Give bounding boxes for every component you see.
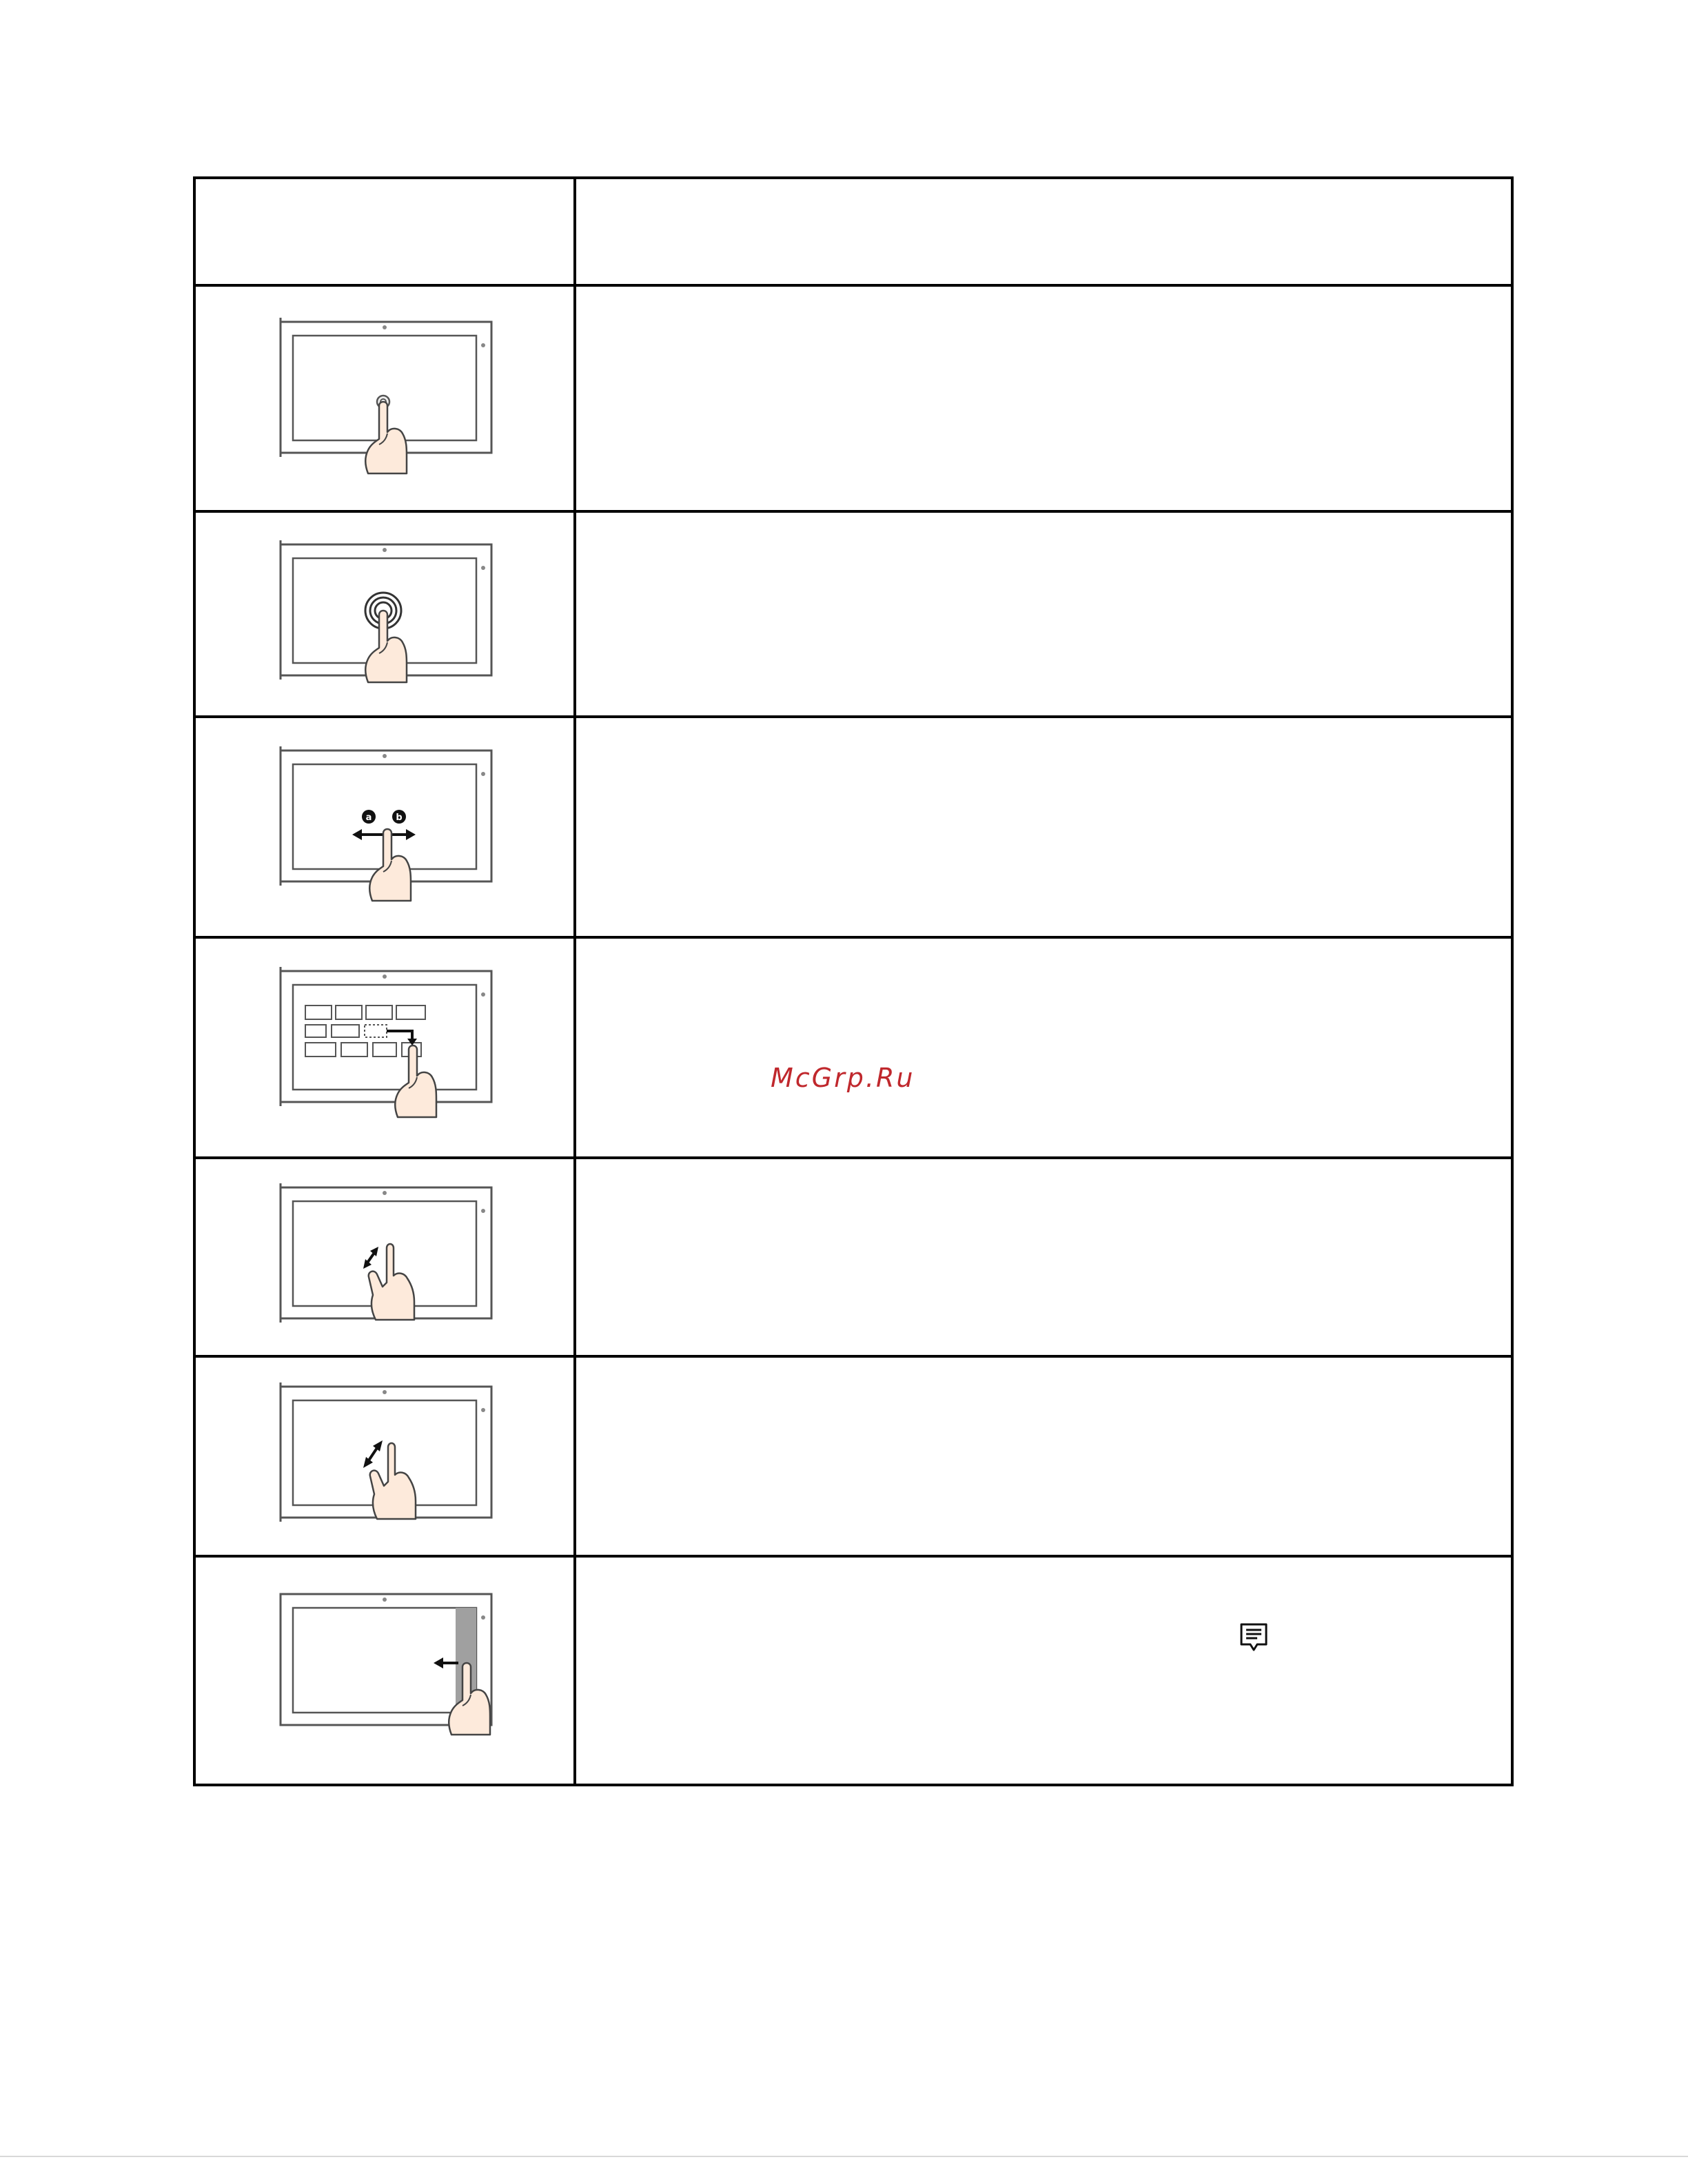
gesture-image-cell	[194, 1356, 575, 1556]
gesture-description	[575, 1556, 1512, 1785]
gesture-description	[575, 717, 1512, 937]
svg-text:a: a	[365, 813, 372, 823]
drag-item-icon	[274, 961, 495, 1134]
gesture-description	[575, 1158, 1512, 1356]
gesture-image-cell	[194, 1158, 575, 1356]
table-row	[194, 717, 1512, 937]
gesture-image-cell	[194, 937, 575, 1158]
table-row	[194, 937, 1512, 1158]
header-image-cell	[194, 178, 575, 285]
pinch-zoom-out-icon	[274, 1178, 495, 1336]
svg-text:b: b	[396, 813, 403, 823]
gesture-description	[575, 285, 1512, 511]
page-footer-rule	[0, 2156, 1688, 2157]
tap-icon	[274, 312, 495, 484]
gesture-image-cell	[194, 717, 575, 937]
table-row	[194, 285, 1512, 511]
action-center-icon	[1239, 1622, 1268, 1654]
spread-zoom-in-icon	[274, 1377, 495, 1535]
header-description-cell	[575, 178, 1512, 285]
swipe-in-from-right-edge-icon	[267, 1584, 502, 1757]
gesture-image-cell	[194, 285, 575, 511]
gesture-description	[575, 1356, 1512, 1556]
touch-gestures-table	[193, 176, 1514, 1786]
table-row	[194, 1356, 1512, 1556]
table-row	[194, 1556, 1512, 1785]
table-row	[194, 511, 1512, 717]
gesture-image-cell	[194, 1556, 575, 1785]
slide-icon	[274, 741, 495, 913]
table-header-row	[194, 178, 1512, 285]
gesture-description	[575, 937, 1512, 1158]
gesture-image-cell	[194, 511, 575, 717]
table-row	[194, 1158, 1512, 1356]
watermark-text: McGrp.Ru	[771, 1063, 915, 1093]
tap-and-hold-icon	[274, 535, 495, 693]
gesture-description	[575, 511, 1512, 717]
